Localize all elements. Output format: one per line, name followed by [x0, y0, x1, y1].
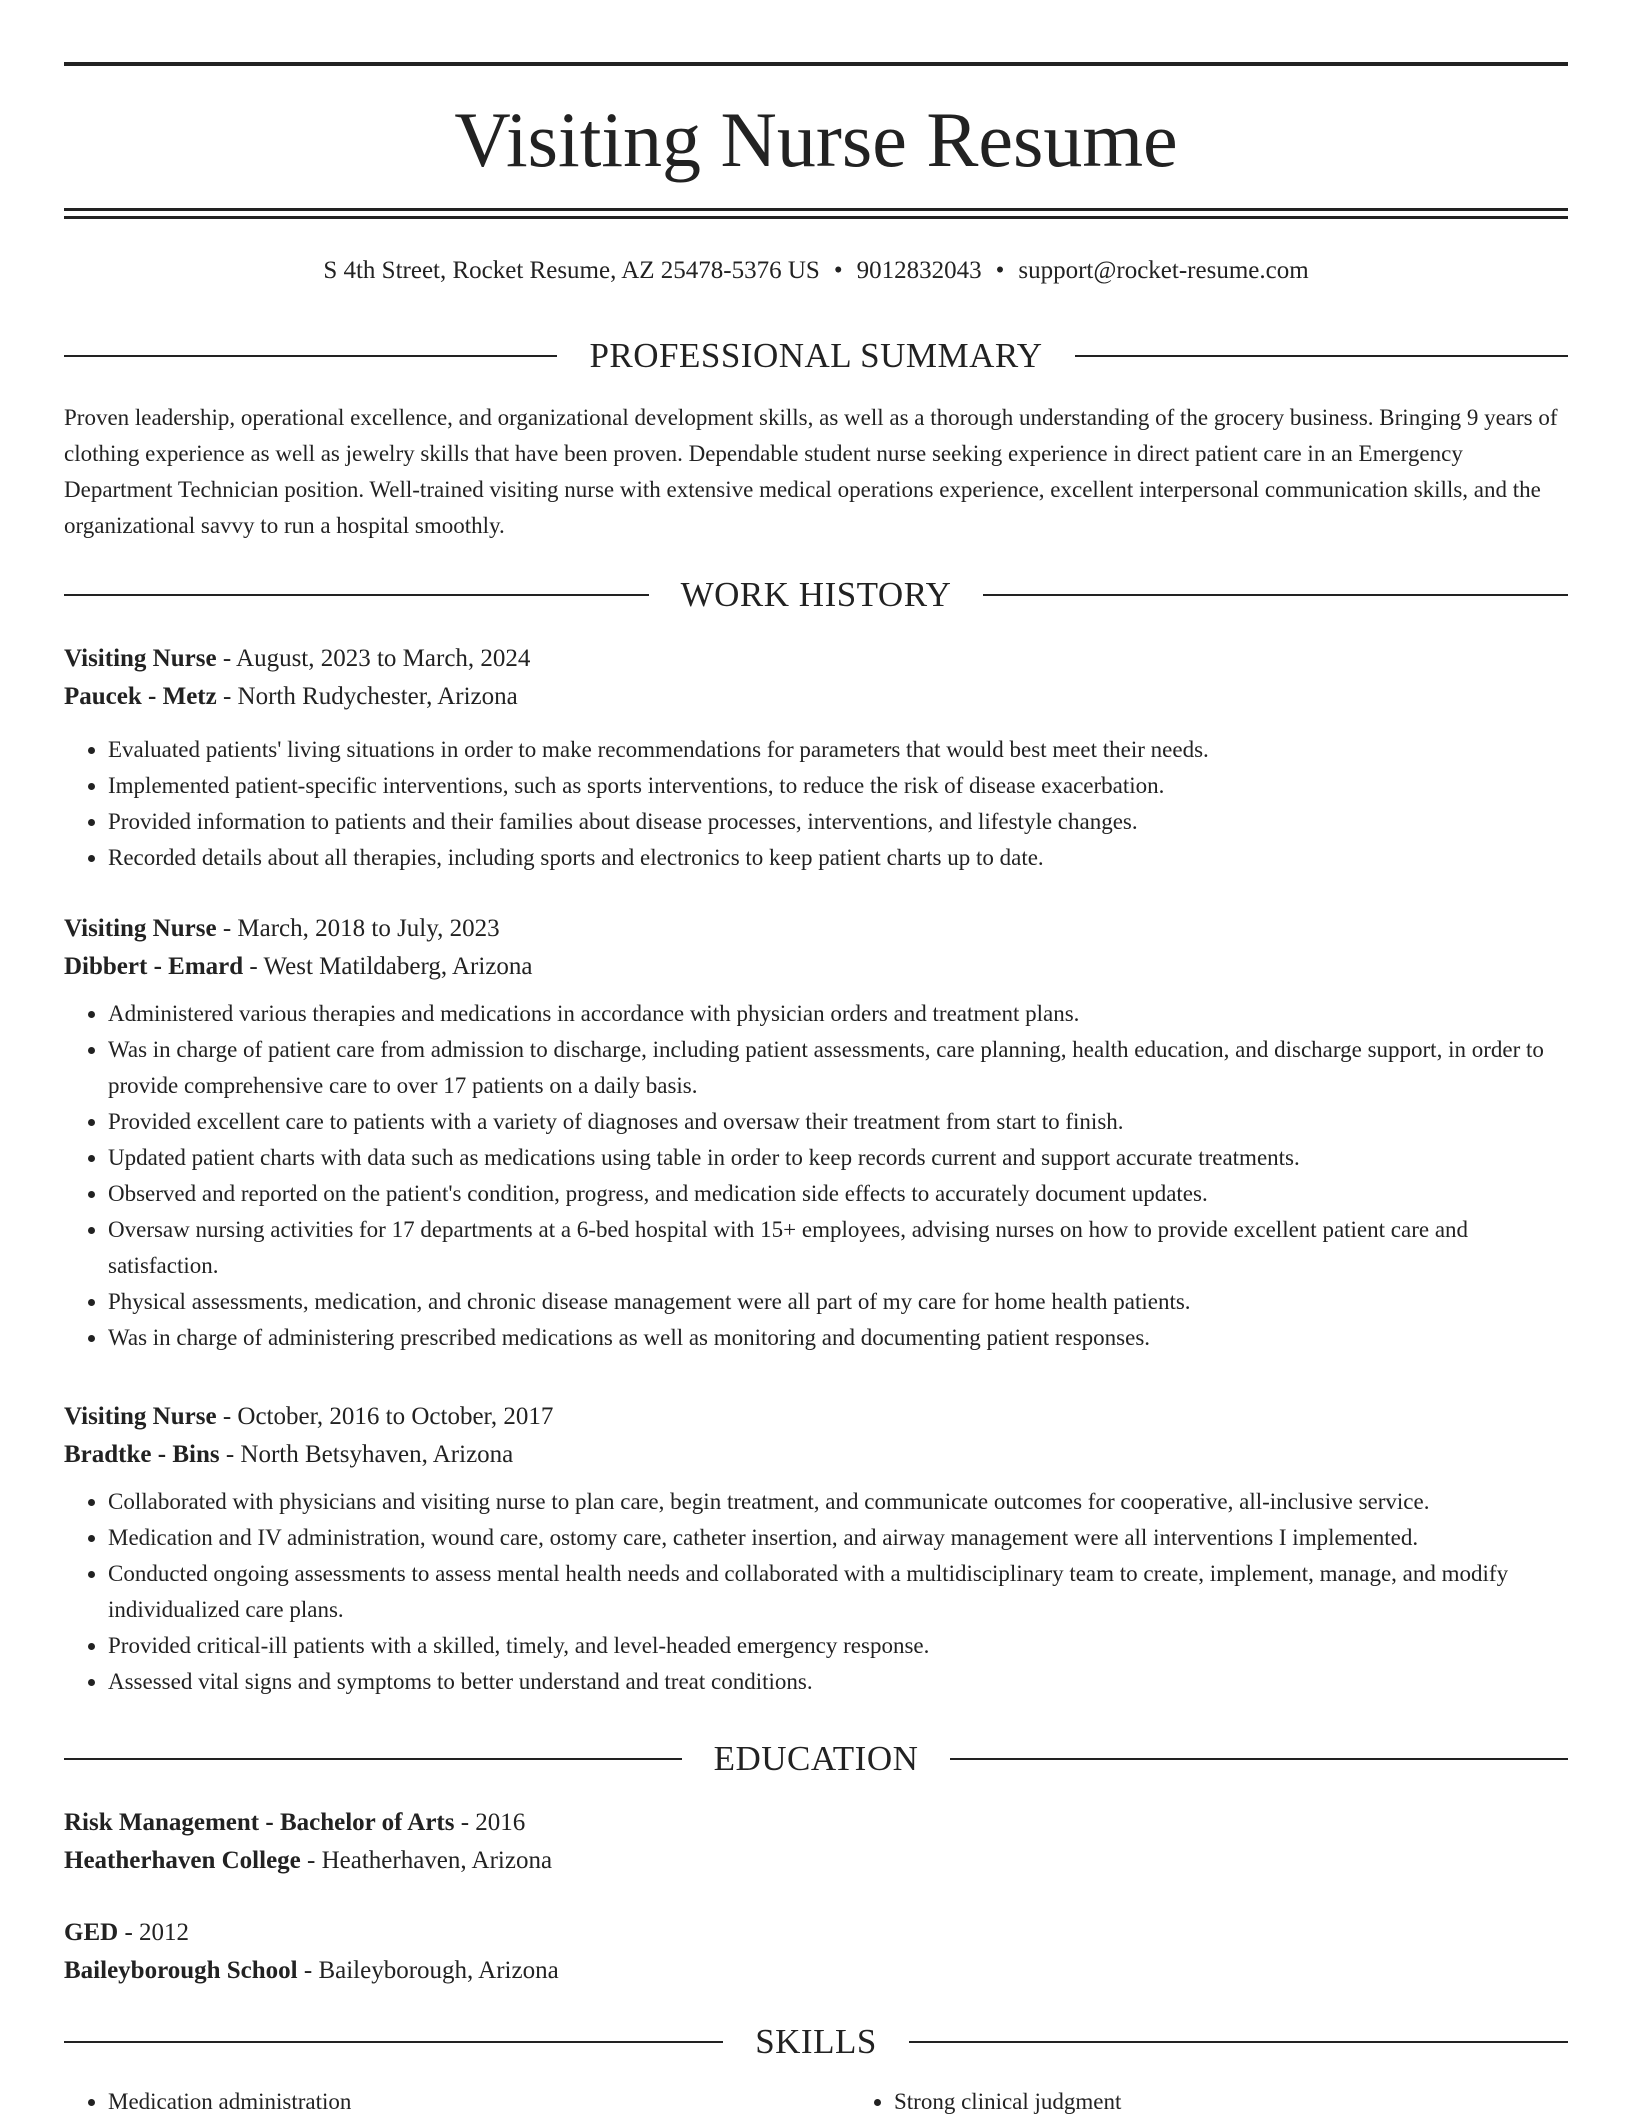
degree: GED: [64, 1919, 119, 1946]
list-item: • Oversaw nursing activities for 17 departments at a 6-bed hospital with 15+ employees, advising nurses on how to provide excellent patient care and satisfaction.: [108, 1212, 1568, 1284]
skills-column-left: [64, 2084, 850, 2120]
job-entry-2: [64, 910, 1568, 1356]
job-title-line: [64, 1398, 1568, 1436]
heading-rule: [909, 2041, 1568, 2043]
job-dates: - August, 2023 to March, 2024: [216, 645, 531, 672]
skills-list: [64, 2084, 1568, 2120]
school-location: - Heatherhaven, Arizona: [300, 1847, 553, 1874]
contact-separator: •: [995, 257, 1005, 284]
job-title-line: [64, 910, 1568, 948]
job-company: Bradtke - Bins: [64, 1441, 220, 1468]
job-company-line: [64, 678, 1568, 716]
top-rule: [64, 62, 1568, 66]
job-title-line: [64, 640, 1568, 678]
list-item: • Evaluated patients' living situations in order to make recommendations for parameters that would best meet their needs.: [108, 732, 1568, 768]
list-item: • Recorded details about all therapies, including sports and electronics to keep patient charts up to date.: [108, 840, 1568, 876]
resume-title: Visiting Nurse Resume: [454, 96, 1178, 183]
list-item: • Medication and IV administration, wound care, ostomy care, catheter insertion, and airway management were all interventions I implemented.: [108, 1520, 1568, 1556]
job-entry-3: [64, 1398, 1568, 1700]
job-bullets: [64, 996, 1568, 1356]
section-heading-work: [64, 575, 1568, 615]
list-item: • Was in charge of patient care from admission to discharge, including patient assessments, care planning, health education, and discharge support, in order to provide comprehensive care to over 17 patients on a daily basis.: [108, 1032, 1568, 1104]
job-location: - West Matildaberg, Arizona: [243, 953, 533, 980]
job-dates: - March, 2018 to July, 2023: [216, 915, 500, 942]
section-title: WORK HISTORY: [680, 575, 952, 614]
job-entry-1: [64, 640, 1568, 876]
job-location: - North Betsyhaven, Arizona: [219, 1441, 514, 1468]
job-company-line: [64, 1436, 1568, 1474]
list-item: • Conducted ongoing assessments to assess mental health needs and collaborated with a multidisciplinary team to create, implement, manage, and modify individualized care plans.: [108, 1556, 1568, 1628]
list-item: • Updated patient charts with data such as medications using table in order to keep records current and support accurate treatments.: [108, 1140, 1568, 1176]
skill-item: • Strong clinical judgment: [894, 2084, 1568, 2120]
degree-year: - 2016: [454, 1809, 526, 1836]
contact-email: support@rocket-resume.com: [1018, 257, 1309, 284]
job-company: Paucek - Metz: [64, 683, 217, 710]
section-title: EDUCATION: [713, 1739, 919, 1778]
section-title: PROFESSIONAL SUMMARY: [589, 336, 1043, 375]
contact-phone: 9012832043: [856, 257, 982, 284]
job-bullets: [64, 1484, 1568, 1700]
school-line: [64, 1952, 1568, 1990]
contact-address: S 4th Street, Rocket Resume, AZ 25478-5376 US: [323, 257, 820, 284]
heading-rule: [1075, 355, 1568, 357]
job-company-line: [64, 948, 1568, 986]
section-heading-education: [64, 1739, 1568, 1779]
degree-line: [64, 1804, 1568, 1842]
list-item: • Administered various therapies and medications in accordance with physician orders and treatment plans.: [108, 996, 1568, 1032]
summary-text: Proven leadership, operational excellence, and organizational development skills, as well as a thorough understanding of the grocery business. Bringing 9 years of clothing experience as well as jewelry skills that have been proven. Dependable student nurse seeking experience in direct patient care in an Emergency Department Technician position. Well-trained visiting nurse with extensive medical operations experience, excellent interpersonal communication skills, and the organizational savvy to run a hospital smoothly.: [64, 405, 1558, 538]
job-location: - North Rudychester, Arizona: [216, 683, 518, 710]
education-entry-1: [64, 1804, 1568, 1880]
job-title: Visiting Nurse: [64, 645, 217, 672]
degree: Risk Management - Bachelor of Arts: [64, 1809, 455, 1836]
list-item: • Provided information to patients and their families about disease processes, interventions, and lifestyle changes.: [108, 804, 1568, 840]
heading-rule: [983, 594, 1568, 596]
degree-line: [64, 1914, 1568, 1952]
school-location: - Baileyborough, Arizona: [297, 1957, 559, 1984]
list-item: • Was in charge of administering prescribed medications as well as monitoring and documenting patient responses.: [108, 1320, 1568, 1356]
skills-column-right: [850, 2084, 1568, 2120]
job-title: Visiting Nurse: [64, 1403, 217, 1430]
list-item: • Physical assessments, medication, and chronic disease management were all part of my care for home health patients.: [108, 1284, 1568, 1320]
job-title: Visiting Nurse: [64, 915, 217, 942]
school-line: [64, 1842, 1568, 1880]
contact-separator: •: [833, 257, 843, 284]
list-item: • Assessed vital signs and symptoms to better understand and treat conditions.: [108, 1664, 1568, 1700]
section-heading-skills: [64, 2022, 1568, 2062]
school: Baileyborough School: [64, 1957, 298, 1984]
contact-line: [64, 254, 1568, 288]
section-title: SKILLS: [755, 2022, 877, 2061]
list-item: • Provided excellent care to patients with a variety of diagnoses and oversaw their treatment from start to finish.: [108, 1104, 1568, 1140]
title-rule-upper: [64, 208, 1568, 211]
school: Heatherhaven College: [64, 1847, 301, 1874]
list-item: • Provided critical-ill patients with a skilled, timely, and level-headed emergency response.: [108, 1628, 1568, 1664]
list-item: • Implemented patient-specific interventions, such as sports interventions, to reduce the risk of disease exacerbation.: [108, 768, 1568, 804]
heading-rule: [950, 1758, 1568, 1760]
title-rule-lower: [64, 216, 1568, 219]
job-bullets: [64, 732, 1568, 876]
heading-rule: [64, 594, 649, 596]
education-entry-2: [64, 1914, 1568, 1990]
list-item: • Observed and reported on the patient's condition, progress, and medication side effects to accurately document updates.: [108, 1176, 1568, 1212]
heading-rule: [64, 355, 557, 357]
heading-rule: [64, 1758, 682, 1760]
job-dates: - October, 2016 to October, 2017: [216, 1403, 554, 1430]
skill-item: • Medication administration: [108, 2084, 850, 2120]
job-company: Dibbert - Emard: [64, 953, 244, 980]
list-item: • Collaborated with physicians and visiting nurse to plan care, begin treatment, and communicate outcomes for cooperative, all-inclusive service.: [108, 1484, 1568, 1520]
degree-year: - 2012: [118, 1919, 190, 1946]
section-heading-summary: [64, 336, 1568, 376]
heading-rule: [64, 2041, 723, 2043]
